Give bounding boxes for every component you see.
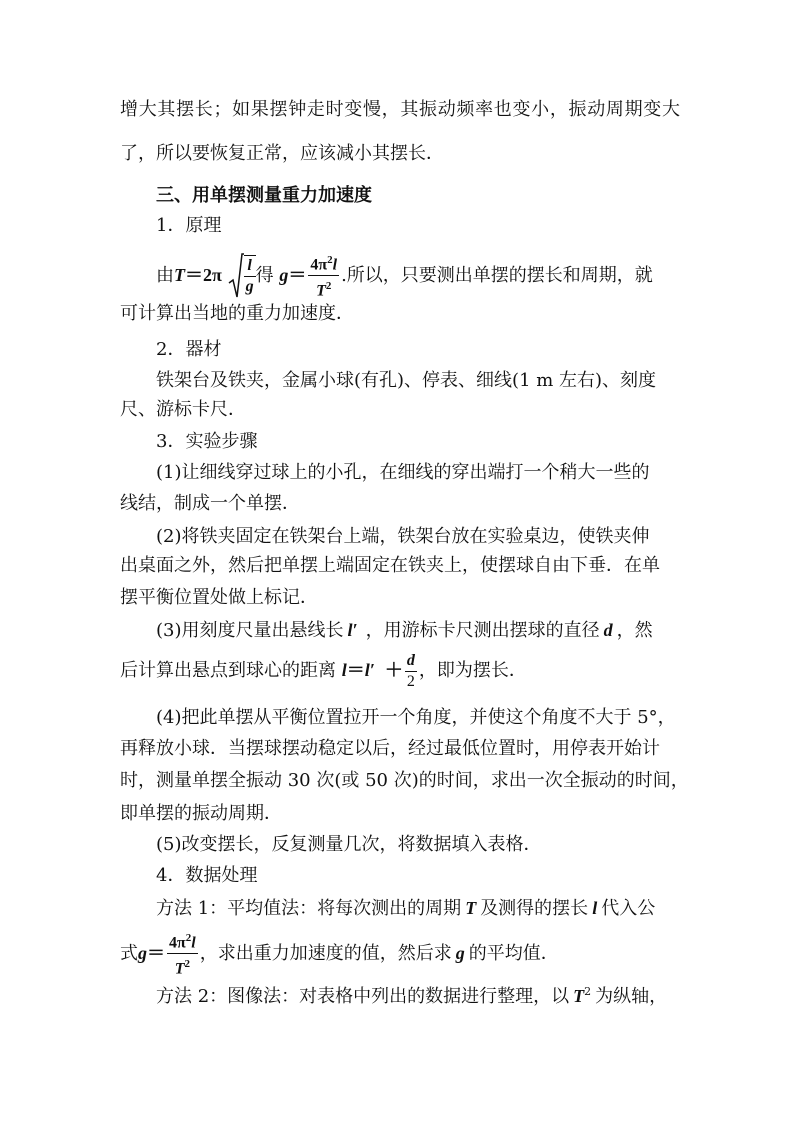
fraction-denominator: 2 [406, 672, 415, 690]
text-fragment: 方法 2：图像法：对表格中列出的数据进行整理，以 [156, 986, 570, 1007]
text-fragment: 式 [120, 942, 138, 964]
math-symbol: T [465, 898, 477, 918]
text-line: 再释放小球．当摆球摆动稳定以后，经过最低位置时，用停表开始计 [120, 738, 660, 759]
text-line: 尺、游标卡尺． [120, 399, 246, 420]
text-fragment: 方法 1：平均值法：将每次测出的周期 [156, 898, 462, 919]
subsection-heading: 2．器材 [156, 339, 222, 360]
text-fragment: ，即为摆长． [418, 660, 527, 681]
math-symbol: l [592, 898, 598, 918]
math-symbol: l′ [347, 620, 358, 640]
principle-formula-line [156, 250, 680, 302]
text-line [156, 980, 680, 1009]
math-symbol: T [573, 986, 585, 1006]
fraction-numerator: l [244, 256, 256, 277]
math-symbol: l [341, 660, 347, 680]
denominator-text: T [174, 960, 185, 978]
text-line: 即单摆的振动周期． [120, 803, 282, 824]
text-fragment: 的平均值． [468, 942, 559, 964]
numerator-var: l [332, 256, 338, 274]
text-line: 时，测量单摆全振动 30 次(或 50 次)的时间，求出一次全振动的时间， [120, 770, 689, 791]
numerator-text: 4π [310, 256, 328, 274]
math-symbol: T [174, 264, 185, 285]
text-line: 线结，制成一个单摆． [120, 493, 300, 514]
text-fragment: 由 [156, 264, 174, 286]
text-line [156, 618, 680, 643]
text-line: (1)让细线穿过球上的小孔，在细线的穿出端打一个稍大一些的 [156, 462, 650, 483]
math-symbol: ＝2π [185, 264, 222, 285]
text-line [120, 650, 680, 692]
math-symbol: g [279, 264, 289, 285]
numerator-text: 4π [169, 934, 186, 952]
superscript: 2 [184, 958, 190, 971]
text-fragment: 为纵轴， [595, 986, 668, 1007]
math-symbol: g [138, 942, 147, 963]
superscript: 2 [327, 254, 333, 266]
text-line: 增大其摆长；如果摆钟走时变慢，其振动频率也变小，振动周期变大 [120, 99, 680, 120]
text-line: (2)将铁夹固定在铁架台上端，铁架台放在实验桌边，使铁夹伸 [156, 526, 650, 547]
math-symbol: ＋ [384, 660, 403, 680]
fraction-numerator [308, 250, 339, 276]
text-line [120, 928, 680, 980]
subsection-heading: 4．数据处理 [156, 865, 258, 886]
text-line: 可计算出当地的重力加速度． [120, 303, 354, 324]
math-symbol: d [603, 620, 613, 640]
text-fragment: .所以，只要测出单摆的摆长和周期，就 [341, 264, 653, 286]
section-heading: 三、用单摆测量重力加速度 [156, 185, 372, 206]
fraction-denominator [308, 276, 339, 301]
subsection-heading: 3．实验步骤 [156, 431, 258, 452]
math-symbol: g [455, 942, 465, 963]
text-fragment: 代入公 [601, 898, 656, 919]
text-fragment: 及测得的摆长 [480, 898, 589, 919]
text-line: 铁架台及铁夹，金属小球(有孔)、停表、细线(1 m 左右)、刻度 [156, 370, 657, 391]
math-symbol: ＝ [288, 264, 307, 285]
math-symbol: l′ [364, 660, 375, 680]
text-fragment: (3)用刻度尺量出悬线长 [156, 620, 344, 641]
fraction-denominator [167, 954, 198, 979]
text-line: 摆平衡位置处做上标记． [120, 587, 318, 608]
superscript: 2 [325, 280, 332, 293]
sqrt-expression [228, 255, 256, 297]
text-fragment: 得 [255, 264, 274, 286]
text-line [156, 896, 680, 921]
fraction [405, 651, 417, 692]
fraction [244, 255, 256, 297]
subsection-heading: 1．原理 [156, 215, 222, 236]
text-line: 出桌面之外，然后把单摆上端固定在铁夹上，使摆球自由下垂．在单 [120, 555, 660, 576]
fraction-denominator: g [245, 277, 254, 295]
fraction [167, 928, 198, 980]
denominator-text: T [316, 282, 326, 300]
text-line: (5)改变摆长，反复测量几次，将数据填入表格． [156, 834, 542, 855]
math-symbol: ＝ [147, 942, 165, 963]
text-fragment: ，然 [616, 620, 653, 641]
fraction-numerator: d [405, 651, 417, 672]
text-line: 了，所以要恢复正常，应该减小其摆长． [120, 143, 444, 164]
text-line: (4)把此单摆从平衡位置拉开一个角度，并使这个角度不大于 5°， [156, 707, 676, 728]
text-fragment: ，用游标卡尺测出摆球的直径 [365, 620, 600, 641]
fraction-numerator [167, 928, 198, 954]
fraction [308, 250, 339, 302]
superscript: 2 [584, 985, 592, 998]
numerator-var: l [191, 934, 196, 952]
text-fragment: 后计算出悬点到球心的距离 [120, 660, 336, 681]
superscript: 2 [185, 932, 192, 944]
sqrt-icon [228, 253, 244, 299]
math-symbol: ＝ [346, 660, 365, 680]
text-fragment: ，求出重力加速度的值，然后求 [199, 942, 452, 964]
